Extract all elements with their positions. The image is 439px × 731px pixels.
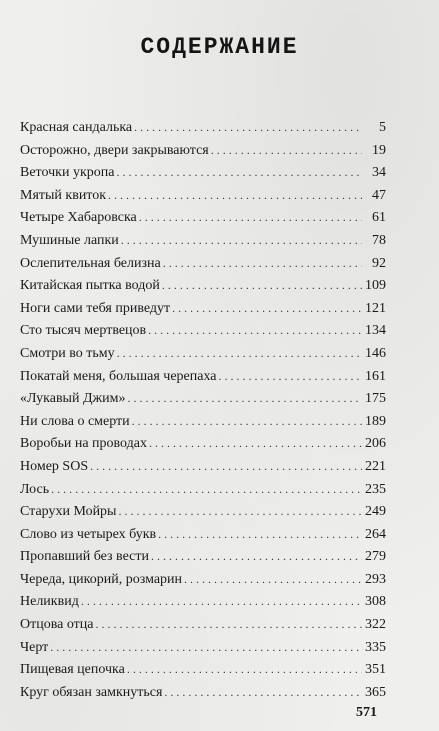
dot-leader: [148, 319, 362, 342]
dot-leader: [134, 116, 362, 139]
dot-leader: [121, 229, 362, 252]
toc-entry-title: Ни слова о смерти: [20, 413, 130, 429]
toc-entry-title: Покатай меня, большая черепаха: [20, 368, 217, 384]
page-number: 571: [356, 705, 377, 720]
toc-entry-title: Китайская пытка водой: [20, 278, 160, 294]
toc-entry-page: 19: [372, 142, 386, 158]
toc-entry-page: 351: [365, 662, 386, 678]
toc-entry: [20, 387, 386, 410]
toc-entry: [20, 613, 386, 636]
toc-entry-title: Ноги сами тебя приведут: [20, 300, 171, 316]
toc-entry-page: 34: [372, 165, 386, 181]
toc-entry-page: 235: [365, 481, 386, 497]
dot-leader: [90, 455, 362, 478]
toc-entry-page: 206: [365, 436, 386, 452]
dot-leader: [164, 681, 362, 704]
dot-leader: [139, 206, 362, 229]
toc-entry-title: «Лукавый Джим»: [20, 391, 126, 407]
dot-leader: [219, 365, 363, 388]
toc-entry-page: 109: [365, 278, 386, 294]
toc-entry-title: Мушиные лапки: [20, 232, 119, 248]
toc-entry-page: 146: [365, 345, 386, 361]
toc-entry-title: Осторожно, двери закрываются: [20, 142, 209, 158]
toc-entry-title: Отцова отца: [20, 617, 94, 633]
toc-entry-page: 134: [365, 323, 386, 339]
toc-entry-page: 308: [365, 594, 386, 610]
dot-leader: [149, 432, 362, 455]
toc-entry: [20, 342, 386, 365]
toc-entry: [20, 455, 386, 478]
toc-entry-title: Четыре Хабаровска: [20, 210, 137, 226]
toc-entry-page: 249: [365, 504, 386, 520]
toc-entry-title: Сто тысяч мертвецов: [20, 323, 147, 339]
toc-entry: [20, 658, 386, 681]
toc-entry: [20, 229, 386, 252]
toc-entry: [20, 478, 386, 501]
toc-entry-page: 175: [365, 391, 386, 407]
toc-entry-page: 322: [365, 617, 386, 633]
toc-entry-page: 264: [365, 526, 386, 542]
toc-entry: [20, 365, 386, 388]
toc-entry-page: 189: [365, 413, 386, 429]
toc-entry: [20, 184, 386, 207]
toc-entry-page: 92: [372, 255, 386, 271]
dot-leader: [117, 342, 362, 365]
toc-entry-page: 365: [365, 684, 386, 700]
dot-leader: [116, 161, 362, 184]
toc-entry-page: 47: [372, 187, 386, 203]
toc-entry-title: Красная сандалька: [20, 120, 133, 135]
toc-entry-page: 121: [365, 300, 386, 316]
toc-entry-title: Череда, цикорий, розмарин: [20, 571, 183, 587]
toc-entry-title: Старухи Мойры: [20, 504, 117, 520]
toc-entry-page: 5: [379, 120, 386, 135]
dot-leader: [96, 613, 363, 636]
dot-leader: [211, 139, 362, 162]
toc-entry: [20, 636, 386, 659]
dot-leader: [51, 478, 362, 501]
dot-leader: [128, 387, 362, 410]
dot-leader: [118, 500, 362, 523]
toc-entry-title: Пропавший без вести: [20, 549, 149, 565]
toc-entry: [20, 274, 386, 297]
toc-entry-page: 161: [365, 368, 386, 384]
toc-entry-page: 335: [365, 639, 386, 655]
toc-entry-title: Черт: [20, 639, 49, 655]
toc-entry: [20, 319, 386, 342]
toc-entry: [20, 545, 386, 568]
dot-leader: [162, 274, 362, 297]
toc-entry: [20, 590, 386, 613]
toc-entry-title: Воробьи на проводах: [20, 436, 147, 452]
dot-leader: [158, 523, 362, 546]
toc-entry-title: Номер SOS: [20, 458, 89, 474]
toc-entry-page: 61: [372, 210, 386, 226]
dot-leader: [184, 568, 362, 591]
toc-entry: [20, 523, 386, 546]
table-of-contents: [20, 116, 386, 703]
toc-entry: [20, 500, 386, 523]
toc-entry-title: Веточки укропа: [20, 165, 115, 181]
dot-leader: [163, 252, 362, 275]
toc-entry: [20, 206, 386, 229]
toc-entry: [20, 568, 386, 591]
toc-entry-page: 78: [372, 232, 386, 248]
toc-entry-title: Пищевая цепочка: [20, 662, 125, 678]
dot-leader: [172, 297, 362, 320]
dot-leader: [151, 545, 362, 568]
toc-entry: [20, 116, 386, 139]
toc-entry: [20, 161, 386, 184]
dot-leader: [132, 410, 362, 433]
toc-entry-title: Лось: [20, 481, 50, 497]
toc-entry-page: 221: [365, 458, 386, 474]
toc-entry-title: Неликвид: [20, 594, 79, 610]
page-title: СОДЕРЖАНИЕ: [140, 34, 299, 60]
toc-entry: [20, 432, 386, 455]
toc-entry-page: 279: [365, 549, 386, 565]
toc-entry: [20, 139, 386, 162]
toc-entry-title: Ослепительная белизна: [20, 255, 161, 271]
toc-entry-title: Круг обязан замкнуться: [20, 684, 163, 700]
dot-leader: [81, 590, 362, 613]
toc-entry: [20, 681, 386, 704]
toc-entry: [20, 252, 386, 275]
toc-entry: [20, 297, 386, 320]
toc-entry-title: Слово из четырех букв: [20, 526, 157, 542]
dot-leader: [50, 636, 362, 659]
dot-leader: [127, 658, 362, 681]
dot-leader: [108, 184, 362, 207]
toc-entry-page: 293: [365, 571, 386, 587]
toc-entry: [20, 410, 386, 433]
toc-entry-title: Мятый квиток: [20, 187, 107, 203]
toc-entry-title: Смотри во тьму: [20, 345, 115, 361]
